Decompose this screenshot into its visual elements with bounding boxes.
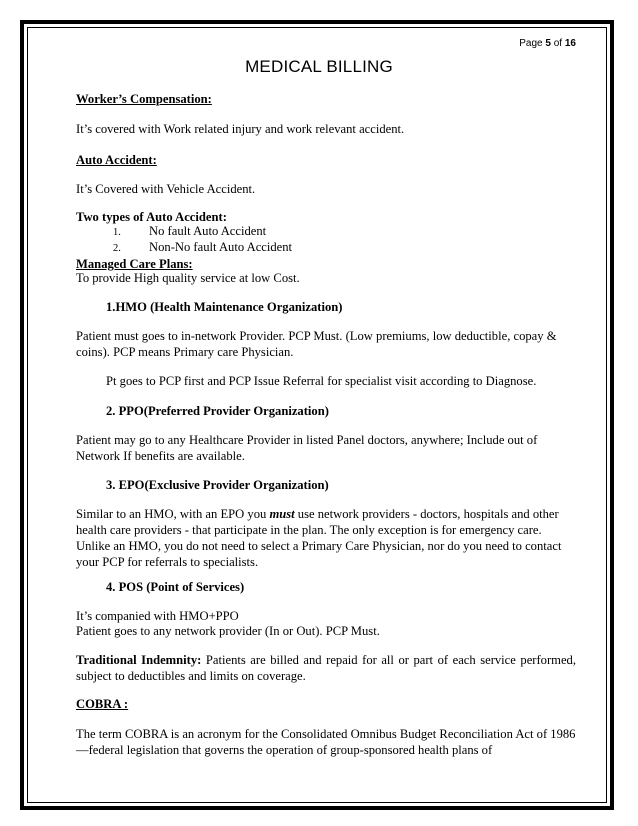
epo-text-part: use network providers - doctors, hospitals and other health care providers - that participate in the plan. The only exception is for emergency care. Unlike an HMO, you do not need to select a Primary Care Physician, nor do you need to contact your PCP for referrals to specialists. — [76, 507, 562, 569]
page-current: 5 — [545, 38, 551, 49]
list-item-number: 1. — [113, 227, 121, 238]
page-number — [519, 38, 576, 49]
workers-comp-text: It’s covered with Work related injury and work relevant accident. — [76, 122, 405, 136]
list-item-text: Non-No fault Auto Accident — [149, 240, 293, 254]
auto-accident-heading: Auto Accident: — [76, 153, 157, 167]
hmo-heading: 1.HMO (Health Maintenance Organization) — [106, 300, 343, 314]
epo-text-part: Similar to an HMO, with an EPO you — [76, 507, 270, 521]
hmo-note: Pt goes to PCP first and PCP Issue Referral for specialist visit according to Diagnose. — [106, 374, 537, 388]
epo-heading: 3. EPO(Exclusive Provider Organization) — [106, 478, 329, 492]
list-item-number: 2. — [113, 243, 121, 254]
cobra-text: The term COBRA is an acronym for the Consolidated Omnibus Budget Reconciliation Act of 1986—federal legislation that governs the operation of group-sponsored health plans of — [76, 727, 576, 757]
page-total: 16 — [564, 38, 576, 49]
indemnity-text: Patients are billed and repaid for all or part of each service performed, subject to deductibles and limits on coverage. — [76, 653, 576, 683]
page-of: of — [553, 38, 563, 49]
page-word: Page — [519, 38, 543, 49]
pos-heading: 4. POS (Point of Services) — [106, 580, 245, 594]
hmo-text: Patient must goes to in-network Provider. PCP Must. (Low premiums, low deductible, copay & coins). PCP means Primary care Physician. — [76, 329, 557, 359]
managed-care-text: To provide High quality service at low Cost. — [76, 271, 300, 285]
workers-comp-heading: Worker’s Compensation: — [76, 92, 212, 106]
ppo-text: Patient may go to any Healthcare Provider in listed Panel doctors, anywhere; Include out of Network If benefits are available. — [76, 433, 538, 463]
indemnity-heading: Traditional Indemnity: — [76, 653, 202, 667]
ppo-heading: 2. PPO(Preferred Provider Organization) — [106, 404, 329, 418]
list-item — [113, 239, 292, 257]
page-title: MEDICAL BILLING — [245, 57, 393, 76]
managed-care-heading: Managed Care Plans: — [76, 257, 193, 271]
pos-line-1: It’s companied with HMO+PPO — [76, 609, 239, 623]
pos-line-2: Patient goes to any network provider (In or Out). PCP Must. — [76, 624, 380, 638]
indemnity-paragraph — [76, 652, 576, 684]
cobra-heading: COBRA : — [76, 697, 129, 711]
epo-emphasis: must — [269, 507, 295, 521]
two-types-heading: Two types of Auto Accident: — [76, 210, 227, 224]
epo-text — [76, 506, 576, 570]
auto-accident-text: It’s Covered with Vehicle Accident. — [76, 182, 256, 196]
list-item-text: No fault Auto Accident — [149, 224, 267, 238]
